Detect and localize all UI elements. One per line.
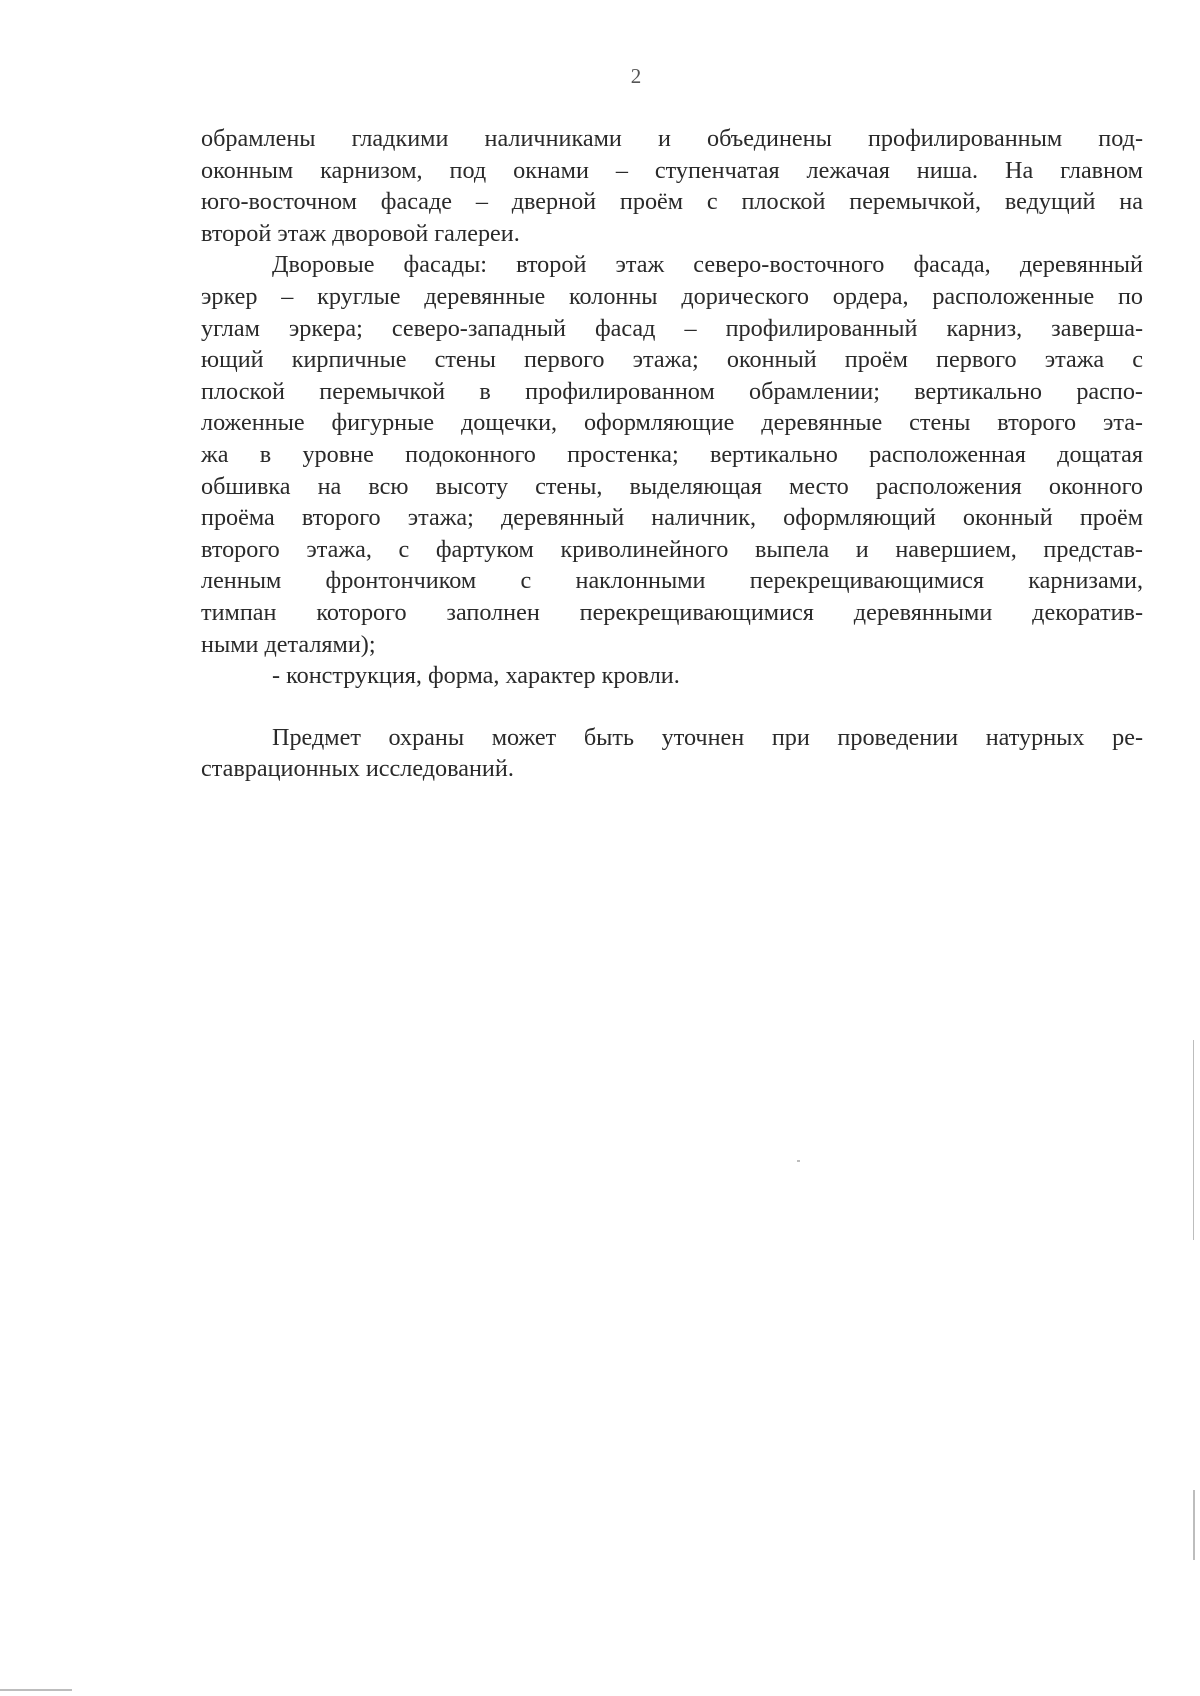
text-line: ющий кирпичные стены первого этажа; оконный проём первого этажа с bbox=[201, 346, 1143, 374]
scan-edge-mark bbox=[1193, 1490, 1195, 1560]
paragraph-main-facade bbox=[201, 123, 1143, 249]
text-line: ложенные фигурные дощечки, оформляющие деревянные стены второго эта- bbox=[201, 409, 1143, 437]
scan-edge-mark bbox=[0, 1689, 72, 1691]
text-line: обшивка на всю высоту стены, выделяющая место расположения оконного bbox=[201, 472, 1143, 500]
document-body bbox=[201, 123, 1143, 785]
scan-edge-mark bbox=[1193, 1040, 1194, 1240]
text-line: проёма второго этажа; деревянный наличник, оформляющий оконный проём bbox=[201, 504, 1143, 532]
page-number: 2 bbox=[630, 64, 642, 88]
text-line: ленным фронтончиком с наклонными перекрещивающимися карнизами, bbox=[201, 567, 1143, 595]
text-line: углам эркера; северо-западный фасад – профилированный карниз, заверша- bbox=[201, 314, 1143, 342]
text-line: ставрационных исследований. bbox=[201, 755, 514, 783]
text-line: второго этажа, с фартуком криволинейного выпела и навершием, представ- bbox=[201, 535, 1143, 563]
text-line: Предмет охраны может быть уточнен при проведении натурных ре- bbox=[272, 723, 1143, 751]
text-line: оконным карнизом, под окнами – ступенчатая лежачая ниша. На главном bbox=[201, 156, 1143, 184]
scan-speck bbox=[797, 1160, 800, 1162]
paragraph-gap bbox=[201, 692, 1143, 722]
text-line: жа в уровне подоконного простенка; вертикально расположенная дощатая bbox=[201, 440, 1143, 468]
text-line: юго-восточном фасаде – дверной проём с плоской перемычкой, ведущий на bbox=[201, 188, 1143, 216]
paragraph-note bbox=[201, 722, 1143, 785]
text-line: ными деталями); bbox=[201, 630, 376, 658]
text-line: обрамлены гладкими наличниками и объединены профилированным под- bbox=[201, 125, 1143, 152]
text-line: плоской перемычкой в профилированном обрамлении; вертикально распо- bbox=[201, 377, 1143, 405]
paragraph-roof bbox=[201, 660, 1143, 692]
text-line: тимпан которого заполнен перекрещивающимися деревянными декоратив- bbox=[201, 598, 1143, 626]
text-line: Дворовые фасады: второй этаж северо-восточного фасада, деревянный bbox=[272, 251, 1143, 279]
text-line: второй этаж дворовой галереи. bbox=[201, 219, 520, 247]
paragraph-courtyard-facades bbox=[201, 249, 1143, 660]
text-line: - конструкция, форма, характер кровли. bbox=[272, 662, 680, 690]
text-line: эркер – круглые деревянные колонны дорического ордера, расположенные по bbox=[201, 282, 1143, 310]
